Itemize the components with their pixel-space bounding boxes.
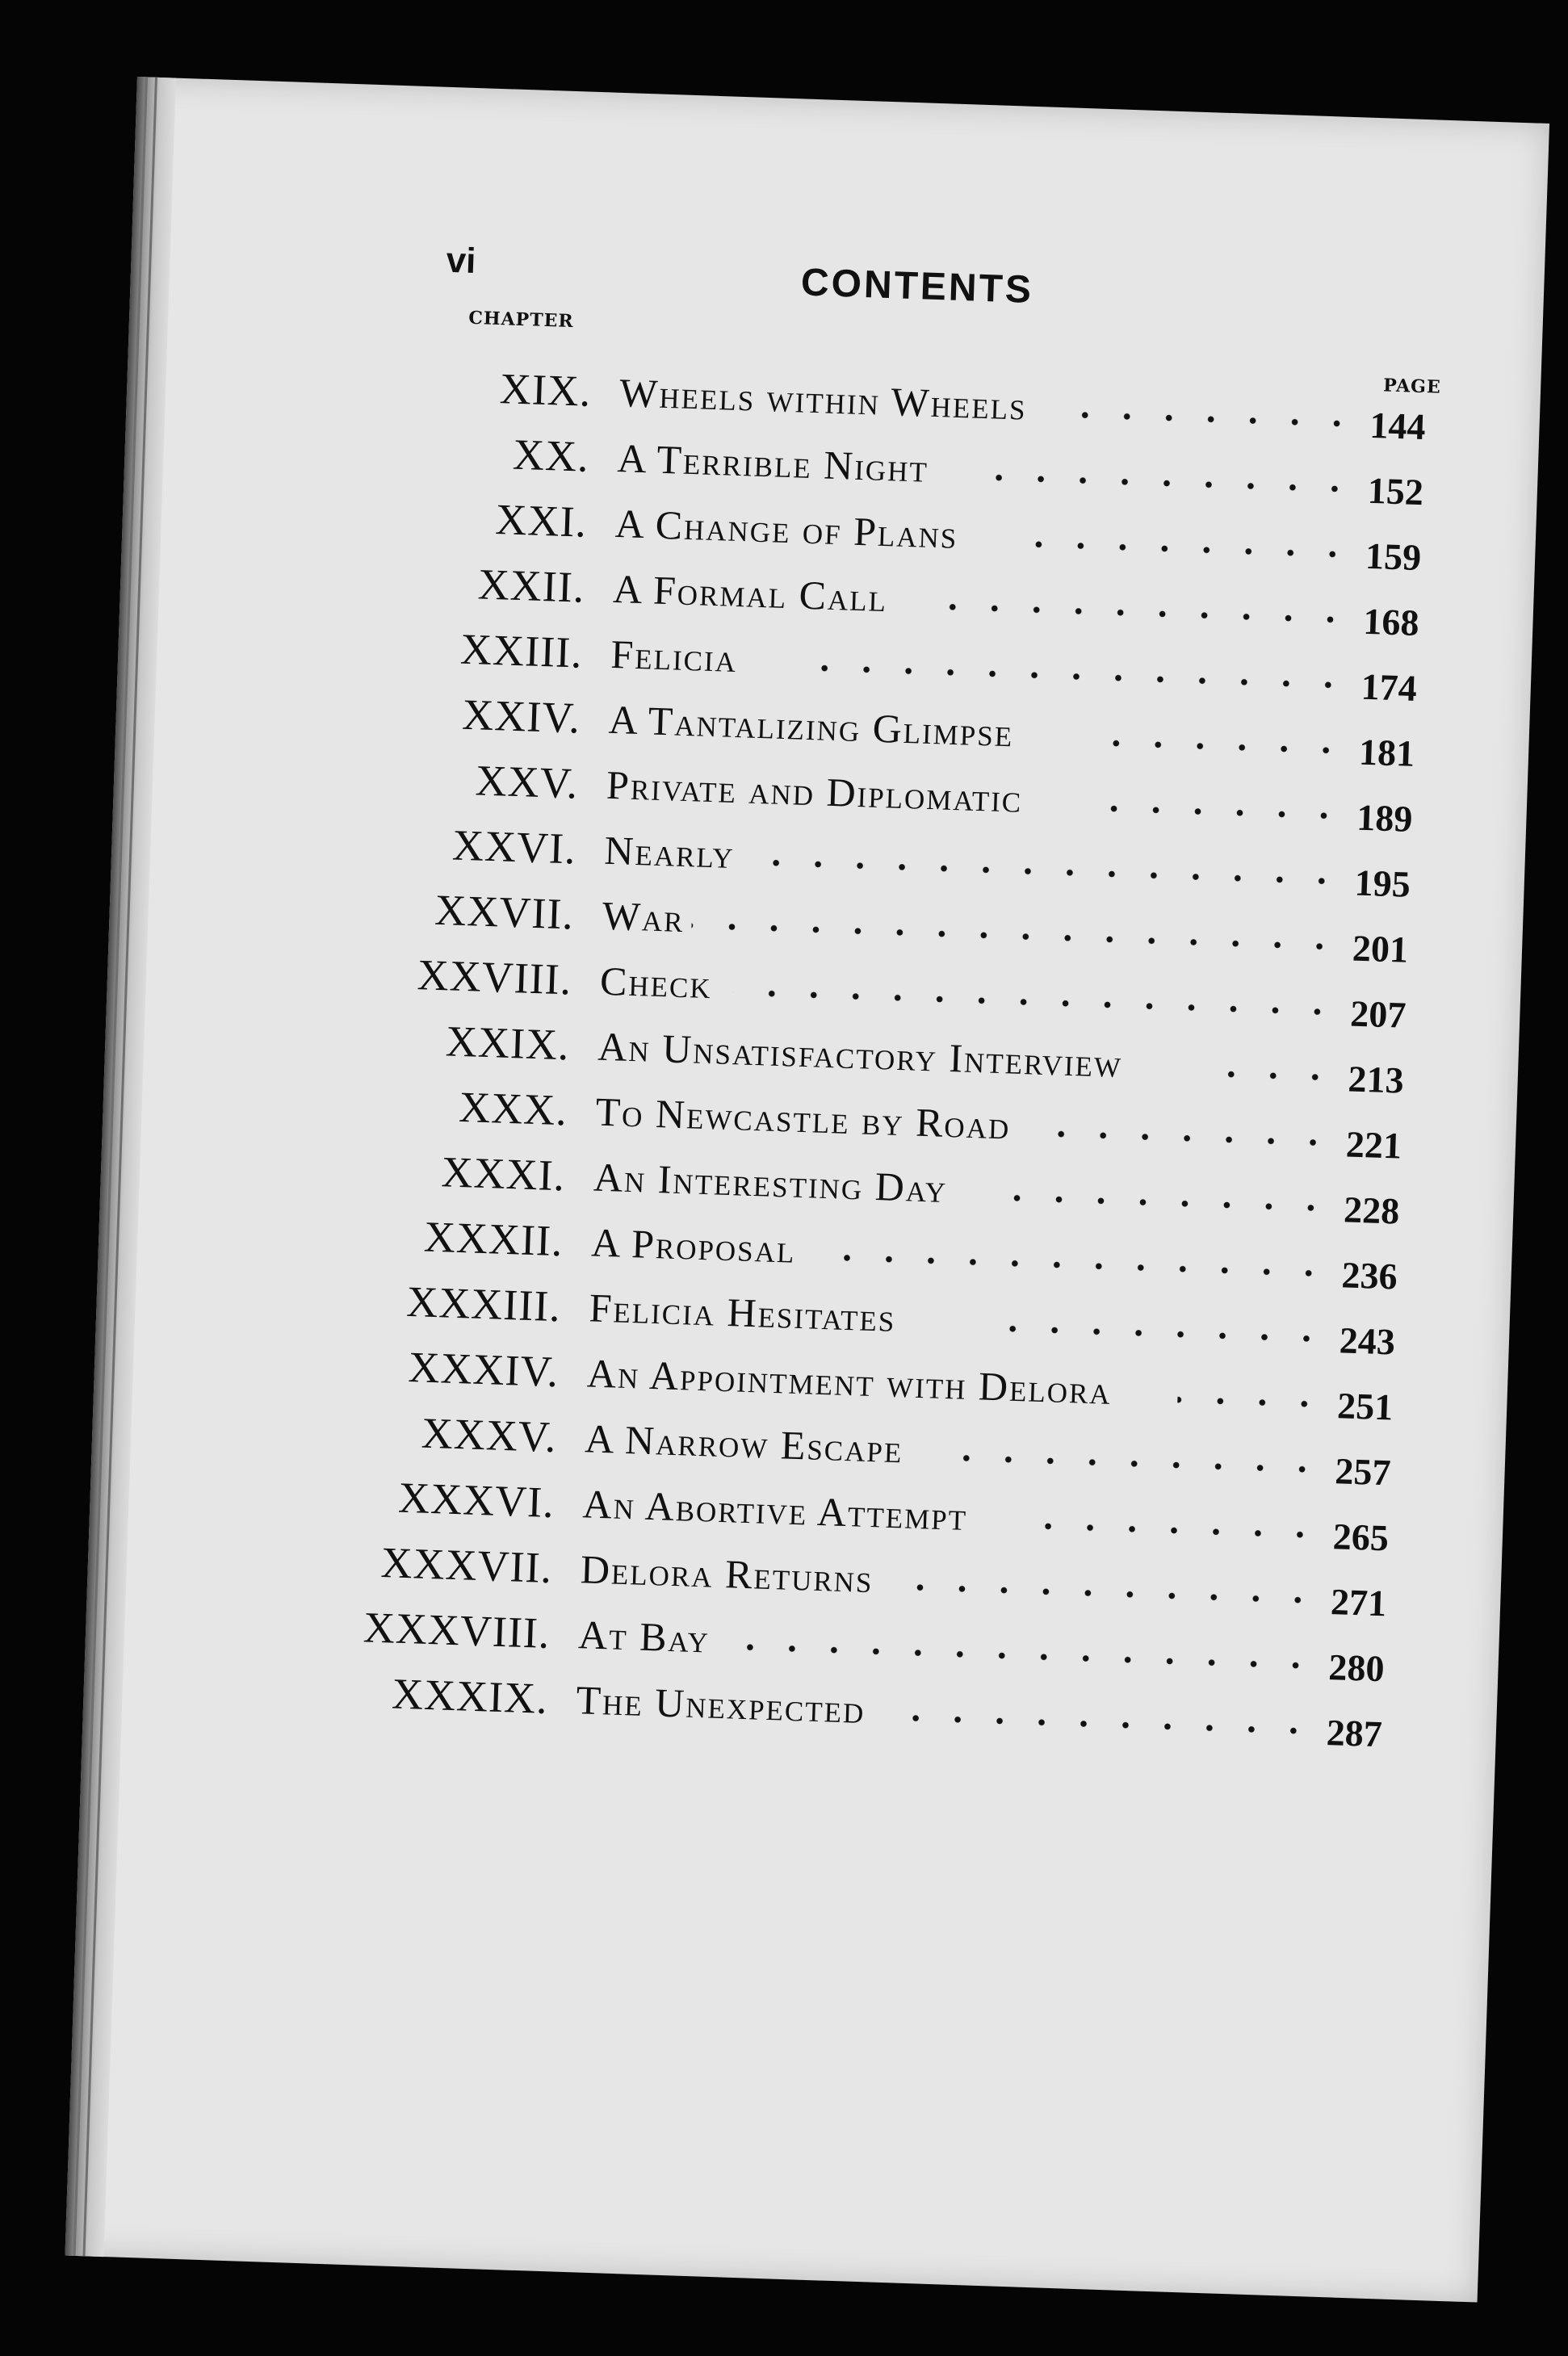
page-reference: 221	[1345, 1123, 1402, 1167]
chapter-title: Private and Diplomatic	[606, 761, 1024, 821]
chapter-title: Nearly	[603, 827, 736, 878]
dot-leader	[983, 1325, 1327, 1343]
chapter-number: XXXVI.	[397, 1473, 556, 1528]
chapter-number: XXVII.	[434, 885, 575, 939]
dot-leader	[1009, 1195, 1331, 1212]
chapter-title: A Change of Plans	[614, 500, 959, 557]
chapter-title: Delora Returns	[580, 1546, 874, 1602]
chapter-title: A Narrow Escape	[584, 1415, 904, 1472]
dot-leader	[787, 664, 1349, 689]
chapter-number: XXXVIII.	[363, 1603, 551, 1658]
dot-leader	[1090, 740, 1347, 755]
page-reference: 181	[1358, 731, 1415, 774]
dot-leader	[733, 989, 1339, 1016]
page-reference: 236	[1340, 1254, 1398, 1297]
page-title: CONTENTS	[800, 261, 1034, 312]
chapter-title: An Interesting Day	[593, 1154, 949, 1212]
chapter-title: An Abortive Attempt	[581, 1481, 969, 1540]
chapter-number: XXXI.	[440, 1147, 567, 1201]
chapter-number: XXX.	[458, 1082, 568, 1135]
chapter-title: Wheels within Wheels	[618, 370, 1028, 429]
chapter-number: XXIV.	[461, 690, 581, 743]
page-reference: 159	[1365, 535, 1422, 579]
chapter-title: War	[601, 892, 685, 941]
dot-leader	[990, 474, 1356, 493]
chapter-number: XXI.	[494, 495, 589, 547]
chapter-number: XIX.	[498, 364, 593, 416]
chapter-title: A Proposal	[590, 1219, 797, 1272]
page-reference: 271	[1330, 1581, 1388, 1624]
dot-leader	[1021, 1522, 1321, 1538]
page-reference: 195	[1353, 861, 1411, 905]
chapter-number: XXIX.	[445, 1017, 571, 1070]
page-reference: 257	[1334, 1450, 1392, 1494]
page-reference: 168	[1362, 600, 1420, 643]
dot-leader	[1080, 412, 1358, 427]
page-column-label: PAGE	[1382, 375, 1442, 398]
page-reference: 265	[1332, 1515, 1390, 1559]
page-reference: 228	[1343, 1188, 1401, 1232]
chapter-number: XXXV.	[420, 1408, 558, 1462]
dot-leader	[759, 859, 1343, 885]
chapter-column-label: CHAPTER	[467, 307, 575, 333]
page-reference: 189	[1356, 796, 1414, 840]
chapter-number: XXXIV.	[407, 1343, 560, 1397]
book-page	[65, 77, 1549, 2303]
dot-leader	[936, 1454, 1323, 1474]
chapter-title: An Appointment with Delora	[586, 1350, 1113, 1413]
chapter-title: A Formal Call	[612, 565, 889, 621]
page-reference: 251	[1336, 1385, 1394, 1428]
chapter-number: XXXVII.	[379, 1538, 554, 1593]
page-reference: 201	[1352, 927, 1409, 970]
page-reference: 280	[1327, 1646, 1386, 1690]
dot-leader	[833, 1254, 1330, 1277]
chapter-number: XXXII.	[423, 1212, 564, 1266]
chapter-number: XXXIII.	[405, 1277, 562, 1331]
dot-leader	[1210, 1071, 1336, 1081]
chapter-number: XXXIX.	[391, 1669, 549, 1723]
page-number: vi	[445, 240, 477, 282]
chapter-title: Felicia	[610, 631, 738, 681]
dot-leader	[909, 1584, 1319, 1604]
page-reference: 174	[1360, 665, 1418, 709]
dot-leader	[1109, 805, 1344, 820]
dot-leader	[1177, 1397, 1325, 1408]
page-reference: 213	[1347, 1058, 1405, 1101]
dot-leader	[1009, 540, 1353, 558]
page-reference: 144	[1369, 404, 1427, 448]
chapter-title: A Tantalizing Glimpse	[608, 696, 1015, 756]
chapter-title: At Bay	[577, 1612, 711, 1662]
chapter-title: To Newcastle by Road	[594, 1088, 1012, 1148]
page-reference: 287	[1325, 1711, 1383, 1755]
dot-leader	[1055, 1130, 1334, 1146]
chapter-title: The Unexpected	[575, 1677, 866, 1732]
dot-leader	[920, 603, 1352, 624]
chapter-number: XXIII.	[459, 624, 584, 677]
chapter-number: XXII.	[476, 560, 586, 612]
chapter-number: XXV.	[474, 756, 580, 808]
chapter-title: An Unsatisfactory Interview	[597, 1023, 1123, 1087]
dot-leader	[905, 1715, 1314, 1735]
chapter-number: XX.	[512, 430, 590, 481]
chapter-number: XXVIII.	[416, 950, 573, 1004]
page-reference: 152	[1367, 469, 1424, 514]
page-reference: 243	[1339, 1319, 1396, 1363]
dot-leader	[691, 922, 1340, 950]
chapter-title: A Terrible Night	[616, 434, 929, 491]
chapter-title: Check	[599, 958, 713, 1008]
chapter-number: XXVI.	[451, 820, 577, 874]
dot-leader	[733, 1644, 1317, 1670]
chapter-title: Felicia Hesitates	[588, 1285, 897, 1340]
page-reference: 207	[1349, 992, 1407, 1036]
